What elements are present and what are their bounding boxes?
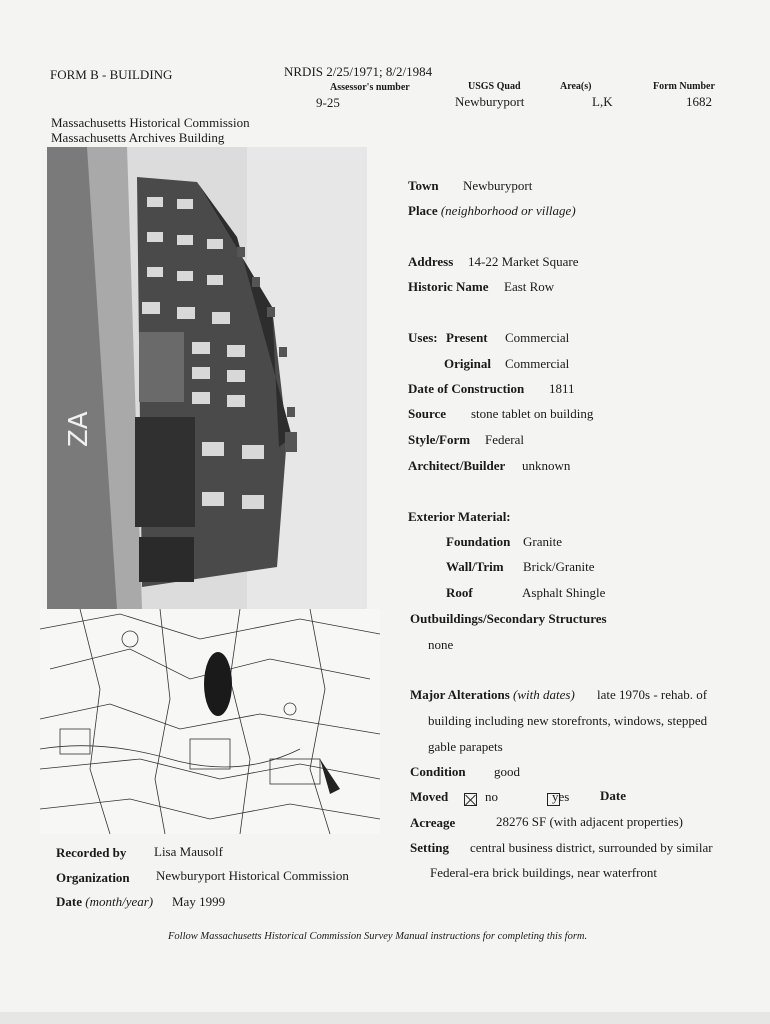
roof-label: Roof [446, 585, 473, 600]
recorded-date-label-text: Date [56, 894, 82, 909]
recorded-date-hint: (month/year) [85, 894, 154, 909]
major-alterations-hint: (with dates) [513, 687, 575, 702]
architect-builder-label: Architect/Builder [408, 458, 506, 473]
major-alterations-label [410, 687, 575, 703]
exterior-material-label: Exterior Material: [408, 509, 511, 524]
original-value: Commercial [505, 356, 570, 371]
location-map [40, 609, 380, 834]
major-alterations-line-1: late 1970s - rehab. of [597, 687, 708, 702]
setting-line-1: central business district, surrounded by similar [470, 840, 713, 855]
outbuildings-label: Outbuildings/Secondary Structures [410, 611, 607, 626]
outbuildings-value: none [428, 637, 454, 652]
area-label: Area(s) [560, 81, 592, 92]
major-alterations-label-text: Major Alterations [410, 687, 510, 702]
present-value: Commercial [505, 330, 570, 345]
usgs-quad-label: USGS Quad [468, 81, 521, 92]
agency-line-2: Massachusetts Archives Building [51, 130, 225, 145]
acreage-value: 28276 SF (with adjacent properties) [496, 814, 684, 829]
moved-no-label: no [485, 789, 498, 804]
footer-instructions: Follow Massachusetts Historical Commission Survey Manual instructions for completing this form. [168, 931, 588, 942]
present-label: Present [446, 330, 488, 345]
foundation-label: Foundation [446, 534, 511, 549]
setting-line-2: Federal-era brick buildings, near waterfront [430, 865, 658, 880]
building-photo [47, 147, 367, 609]
organization-label: Organization [56, 870, 130, 885]
town-value: Newburyport [463, 178, 533, 193]
condition-value: good [494, 764, 520, 779]
moved-no-checkbox[interactable] [464, 793, 477, 806]
major-alterations-line-3: gable parapets [428, 739, 503, 754]
moved-label: Moved [410, 789, 449, 804]
style-form-label: Style/Form [408, 432, 471, 447]
place-hint: (neighborhood or village) [440, 203, 576, 218]
organization-value: Newburyport Historical Commission [156, 868, 349, 883]
historic-name-label: Historic Name [408, 279, 489, 294]
major-alterations-line-2: building including new storefronts, windows, stepped [428, 713, 708, 728]
moved-date-label: Date [600, 788, 626, 803]
original-label: Original [444, 356, 491, 371]
acreage-label: Acreage [410, 815, 456, 830]
form-number-label: Form Number [653, 81, 715, 92]
uses-label: Uses: [408, 330, 438, 345]
setting-label: Setting [410, 840, 449, 855]
nrdis-dates: NRDIS 2/25/1971; 8/2/1984 [284, 64, 433, 79]
date-of-construction-value: 1811 [549, 381, 575, 396]
foundation-value: Granite [523, 534, 562, 549]
wall-trim-value: Brick/Granite [523, 559, 595, 574]
wall-trim-label: Wall/Trim [446, 559, 504, 574]
date-of-construction-label: Date of Construction [408, 381, 525, 396]
usgs-quad-value: Newburyport [455, 94, 525, 109]
recorded-date-value: May 1999 [172, 894, 226, 909]
address-label: Address [408, 254, 454, 269]
assessor-number-value: 9-25 [316, 95, 340, 110]
moved-yes-label: yes [552, 789, 570, 804]
roof-value: Asphalt Shingle [522, 585, 606, 600]
architect-builder-value: unknown [522, 458, 571, 473]
address-value: 14-22 Market Square [468, 254, 579, 269]
recorded-date-label [56, 894, 153, 910]
source-label: Source [408, 406, 447, 421]
style-form-value: Federal [485, 432, 524, 447]
source-value: stone tablet on building [471, 406, 594, 421]
form-title: FORM B - BUILDING [50, 67, 173, 82]
agency-line-1: Massachusetts Historical Commission [51, 115, 250, 130]
area-value: L,K [592, 94, 613, 109]
place-label [408, 203, 576, 219]
town-label: Town [408, 178, 439, 193]
historic-name-value: East Row [504, 279, 555, 294]
scan-edge [0, 1012, 770, 1024]
recorded-by-value: Lisa Mausolf [154, 844, 223, 859]
assessor-number-label: Assessor's number [330, 82, 410, 93]
condition-label: Condition [410, 764, 466, 779]
form-number-value: 1682 [686, 94, 712, 109]
place-label-text: Place [408, 203, 438, 218]
svg-text:ZA: ZA [64, 411, 94, 447]
recorded-by-label: Recorded by [56, 845, 127, 860]
